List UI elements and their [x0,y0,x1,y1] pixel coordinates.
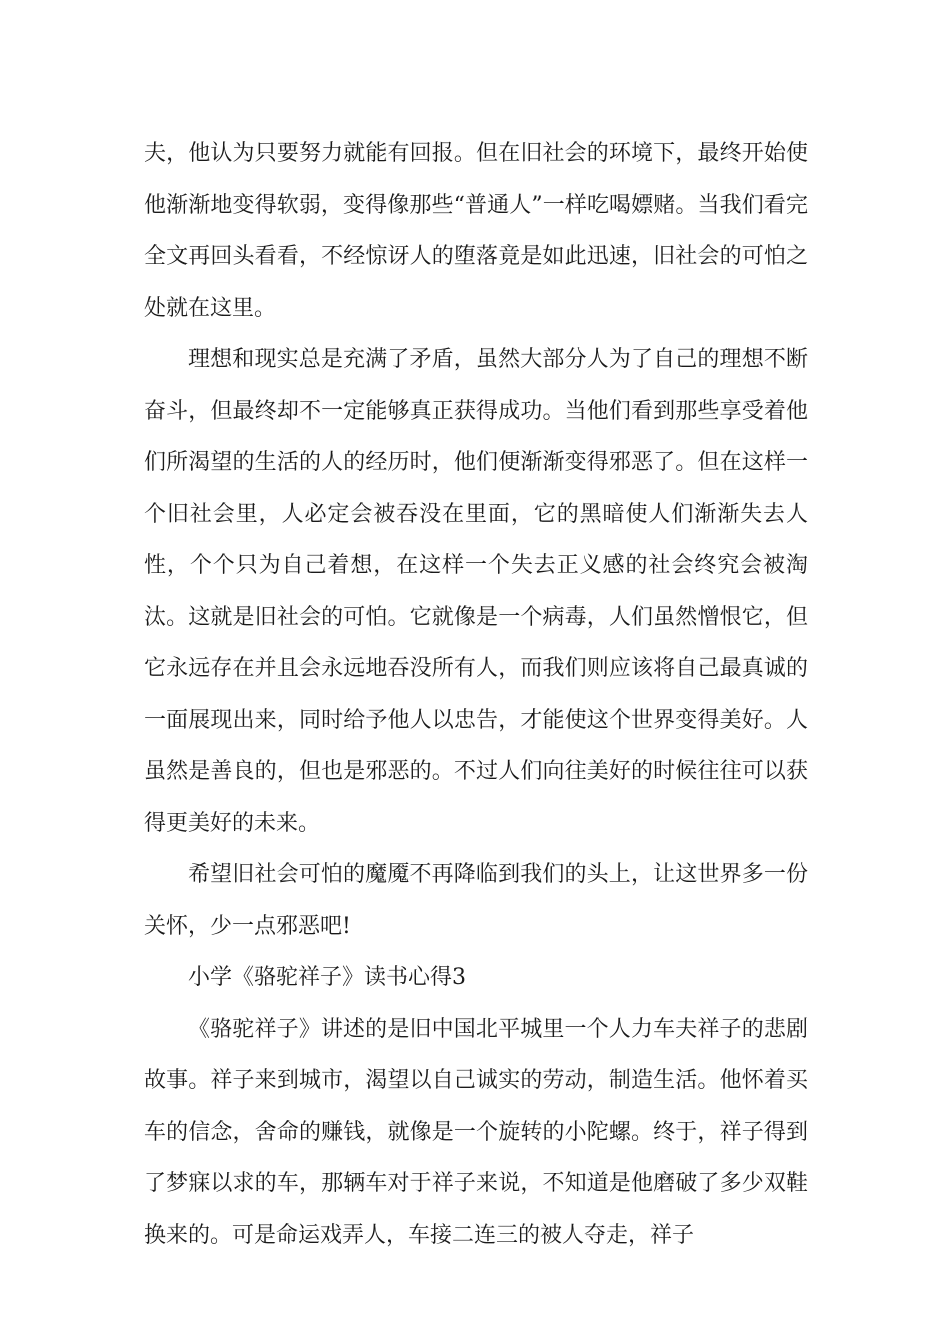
section-heading: 小学《骆驼祥子》读书心得3 [188,965,466,990]
paragraph-ideal-reality: 理想和现实总是充满了矛盾，虽然大部分人为了自己的理想不断奋斗，但最终却不一定能够真正获得成功。当他们看到那些享受着他们所渴望的生活的人的经历时，他们便渐渐变得邪恶了。但在这样一个旧社会里，人必定会被吞没在里面，它的黑暗使人们渐渐失去人性，个个只为自己着想，在这样一个失去正义感的社会终究会被淘汰。这就是旧社会的可怕。它就像是一个病毒，人们虽然憎恨它，但它永远存在并且会永远地吞没所有人，而我们则应该将自己最真诚的一面展现出来，同时给予他人以忠告，才能使这个世界变得美好。人虽然是善良的，但也是邪恶的。不过人们向往美好的时候往往可以获得更美好的未来。 [144,347,808,836]
document-body [144,128,808,1261]
paragraph-hope: 希望旧社会可怕的魔魇不再降临到我们的头上，让这世界多一份关怀，少一点邪恶吧! [144,862,808,939]
paragraph-continuation: 夫，他认为只要努力就能有回报。但在旧社会的环境下，最终开始使他渐渐地变得软弱，变得像那些“普通人”一样吃喝嫖赌。当我们看完全文再回头看看，不经惊讶人的堕落竟是如此迅速，旧社会的可怕之处就在这里。 [144,141,808,321]
paragraph-story: 《骆驼祥子》讲述的是旧中国北平城里一个人力车夫祥子的悲剧故事。祥子来到城市，渴望以自己诚实的劳动，制造生活。他怀着买车的信念，舍命的赚钱，就像是一个旋转的小陀螺。终于，祥子得到了梦寐以求的车，那辆车对于祥子来说，不知道是他磨破了多少双鞋换来的。可是命运戏弄人，车接二连三的被人夺走，祥子 [144,1016,808,1248]
